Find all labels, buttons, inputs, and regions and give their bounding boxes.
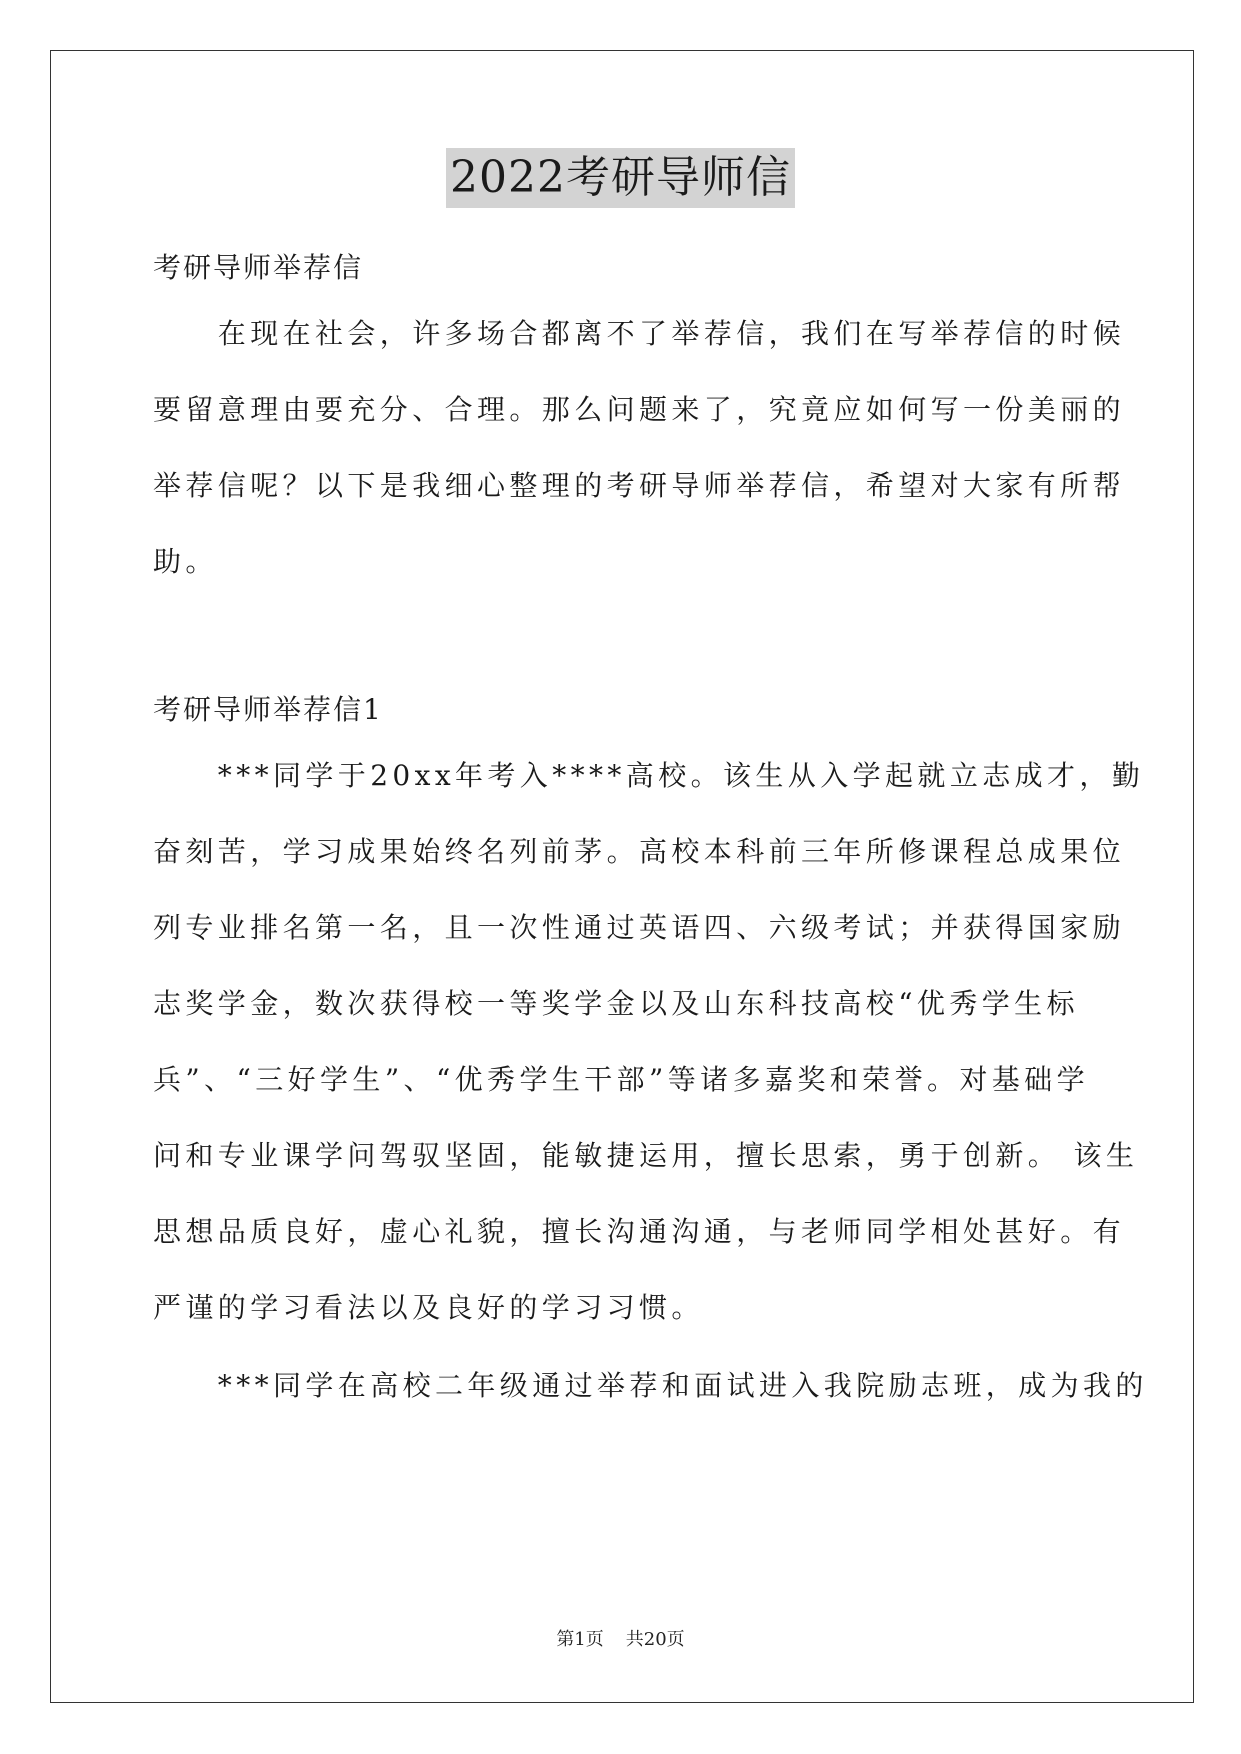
- body-line: ***同学在高校二年级通过举荐和面试进入我院励志班，成为我的: [153, 1369, 1148, 1402]
- body-line: 兵”、“三好学生”、“优秀学生干部”等诸多嘉奖和荣誉。对基础学: [153, 1063, 1089, 1096]
- page-total: 共20页: [625, 1629, 685, 1650]
- body-line: 举荐信呢？以下是我细心整理的考研导师举荐信，希望对大家有所帮: [153, 469, 1126, 502]
- document-title: 2022考研导师信: [446, 148, 795, 208]
- section-heading: 考研导师举荐信1: [153, 693, 383, 726]
- body-line: 思想品质良好，虚心礼貌，擅长沟通沟通，与老师同学相处甚好。有: [153, 1215, 1126, 1248]
- page-footer: [0, 1628, 1241, 1652]
- title-wrap: [0, 148, 1241, 208]
- body-line: 志奖学金，数次获得校一等奖学金以及山东科技高校“优秀学生标: [153, 987, 1079, 1020]
- body-line: 助。: [153, 545, 218, 578]
- body-line: 要留意理由要充分、合理。那么问题来了，究竟应如何写一份美丽的: [153, 393, 1126, 426]
- body-line: 严谨的学习看法以及良好的学习习惯。: [153, 1291, 704, 1324]
- section-heading: 考研导师举荐信: [153, 251, 364, 284]
- body-line: 问和专业课学问驾驭坚固，能敏捷运用，擅长思索，勇于创新。 该生: [153, 1139, 1139, 1172]
- body-line: ***同学于20xx年考入****高校。该生从入学起就立志成才，勤: [153, 759, 1145, 792]
- body-line: 奋刻苦，学习成果始终名列前茅。高校本科前三年所修课程总成果位: [153, 835, 1126, 868]
- page-border: [50, 50, 1194, 1703]
- body-line: 在现在社会，许多场合都离不了举荐信，我们在写举荐信的时候: [153, 317, 1126, 350]
- page-number: 第1页: [556, 1629, 604, 1650]
- body-line: 列专业排名第一名，且一次性通过英语四、六级考试；并获得国家励: [153, 911, 1126, 944]
